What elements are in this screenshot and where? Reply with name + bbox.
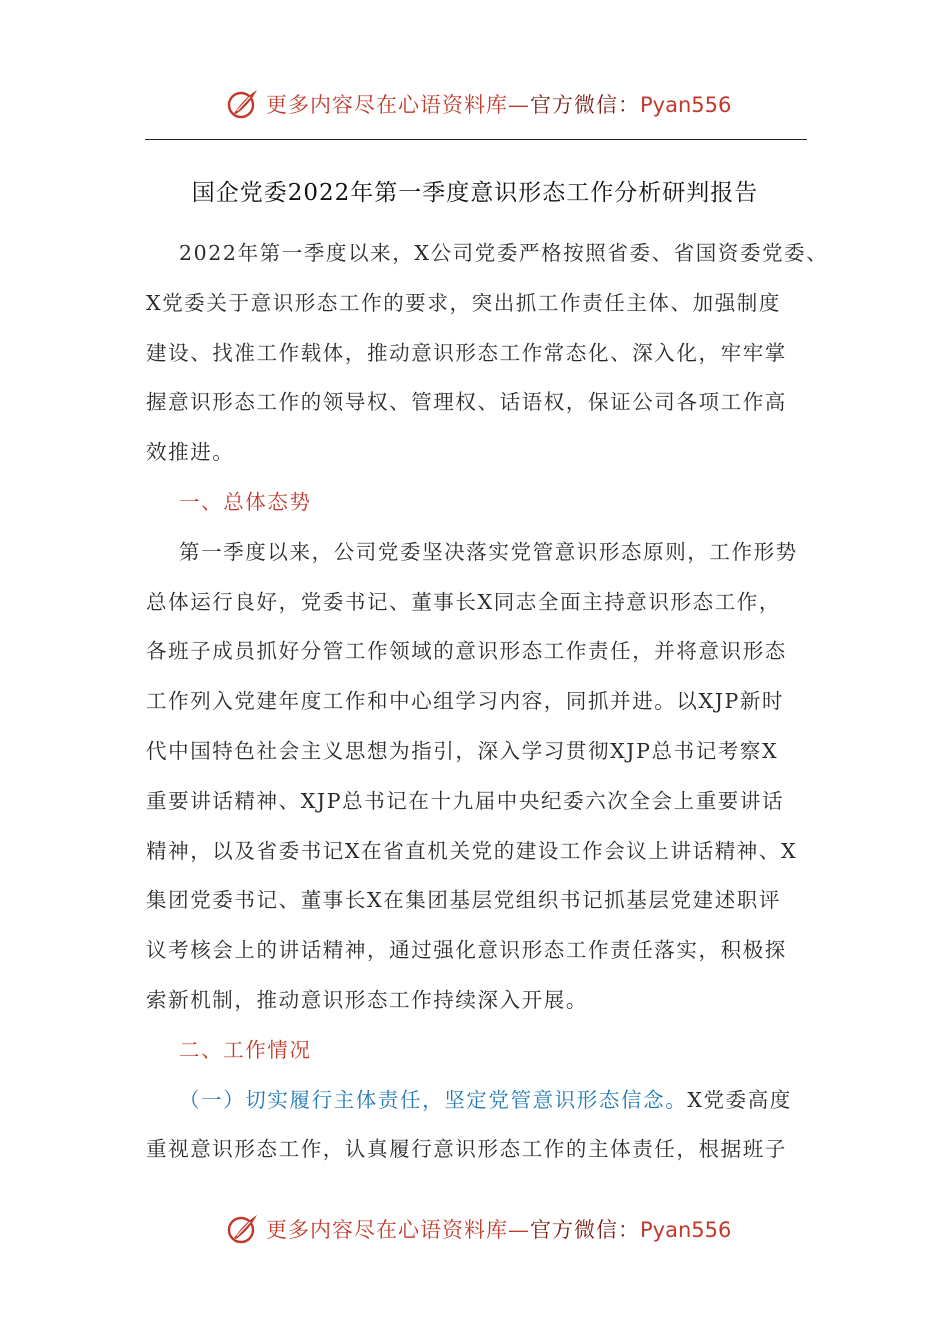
paragraph-line: 重视意识形态工作，认真履行意识形态工作的主体责任，根据班子 xyxy=(146,1137,787,1162)
banner-text: 更多内容尽在心语资料库—官方微信：Pyan556 xyxy=(266,93,732,117)
header-banner xyxy=(0,82,950,126)
footer-banner xyxy=(0,1207,950,1251)
document-body xyxy=(146,229,829,1175)
section-heading: 一、总体态势 xyxy=(179,489,312,514)
quill-logo-icon xyxy=(226,1212,260,1246)
paragraph-line: 精神，以及省委书记X在省直机关党的建设工作会议上讲话精神、X xyxy=(146,838,798,863)
paragraph-line: 集团党委书记、董事长X在集团基层党组织书记抓基层党建述职评 xyxy=(146,888,781,913)
paragraph-line: 索新机制，推动意识形态工作持续深入开展。 xyxy=(146,987,588,1012)
paragraph-line: 效推进。 xyxy=(146,440,235,465)
paragraph-text: X党委高度 xyxy=(687,1087,792,1112)
quill-logo-icon xyxy=(226,87,260,121)
paragraph-line: 议考核会上的讲话精神，通过强化意识形态工作责任落实，积极探 xyxy=(146,938,787,963)
paragraph-line: 第一季度以来，公司党委坚决落实党管意识形态原则，工作形势 xyxy=(179,539,798,564)
paragraph-line: 各班子成员抓好分管工作领域的意识形态工作责任，并将意识形态 xyxy=(146,639,787,664)
paragraph-line: 重要讲话精神、XJP总书记在十九届中央纪委六次全会上重要讲话 xyxy=(146,788,785,813)
paragraph-line: 总体运行良好，党委书记、董事长X同志全面主持意识形态工作， xyxy=(146,589,781,614)
header-divider xyxy=(145,139,807,140)
paragraph-line: 握意识形态工作的领导权、管理权、话语权，保证公司各项工作高 xyxy=(146,390,787,415)
paragraph-line: 2022年第一季度以来，X公司党委严格按照省委、省国资委党委、 xyxy=(179,241,829,265)
subsection-line xyxy=(146,1076,814,1126)
section-heading: 二、工作情况 xyxy=(179,1037,312,1062)
paragraph-line: 工作列入党建年度工作和中心组学习内容，同抓并进。以XJP新时 xyxy=(146,689,785,714)
subsection-heading: （一）切实履行主体责任，坚定党管意识形态信念。 xyxy=(179,1087,688,1112)
document-title: 国企党委2022年第一季度意识形态工作分析研判报告 xyxy=(191,180,759,206)
banner-text: 更多内容尽在心语资料库—官方微信：Pyan556 xyxy=(266,1218,732,1242)
paragraph-line: X党委关于意识形态工作的要求，突出抓工作责任主体、加强制度 xyxy=(146,290,781,315)
paragraph-line: 建设、找准工作载体，推动意识形态工作常态化、深入化，牢牢掌 xyxy=(146,340,787,365)
paragraph-line: 代中国特色社会主义思想为指引，深入学习贯彻XJP总书记考察X xyxy=(146,738,779,763)
